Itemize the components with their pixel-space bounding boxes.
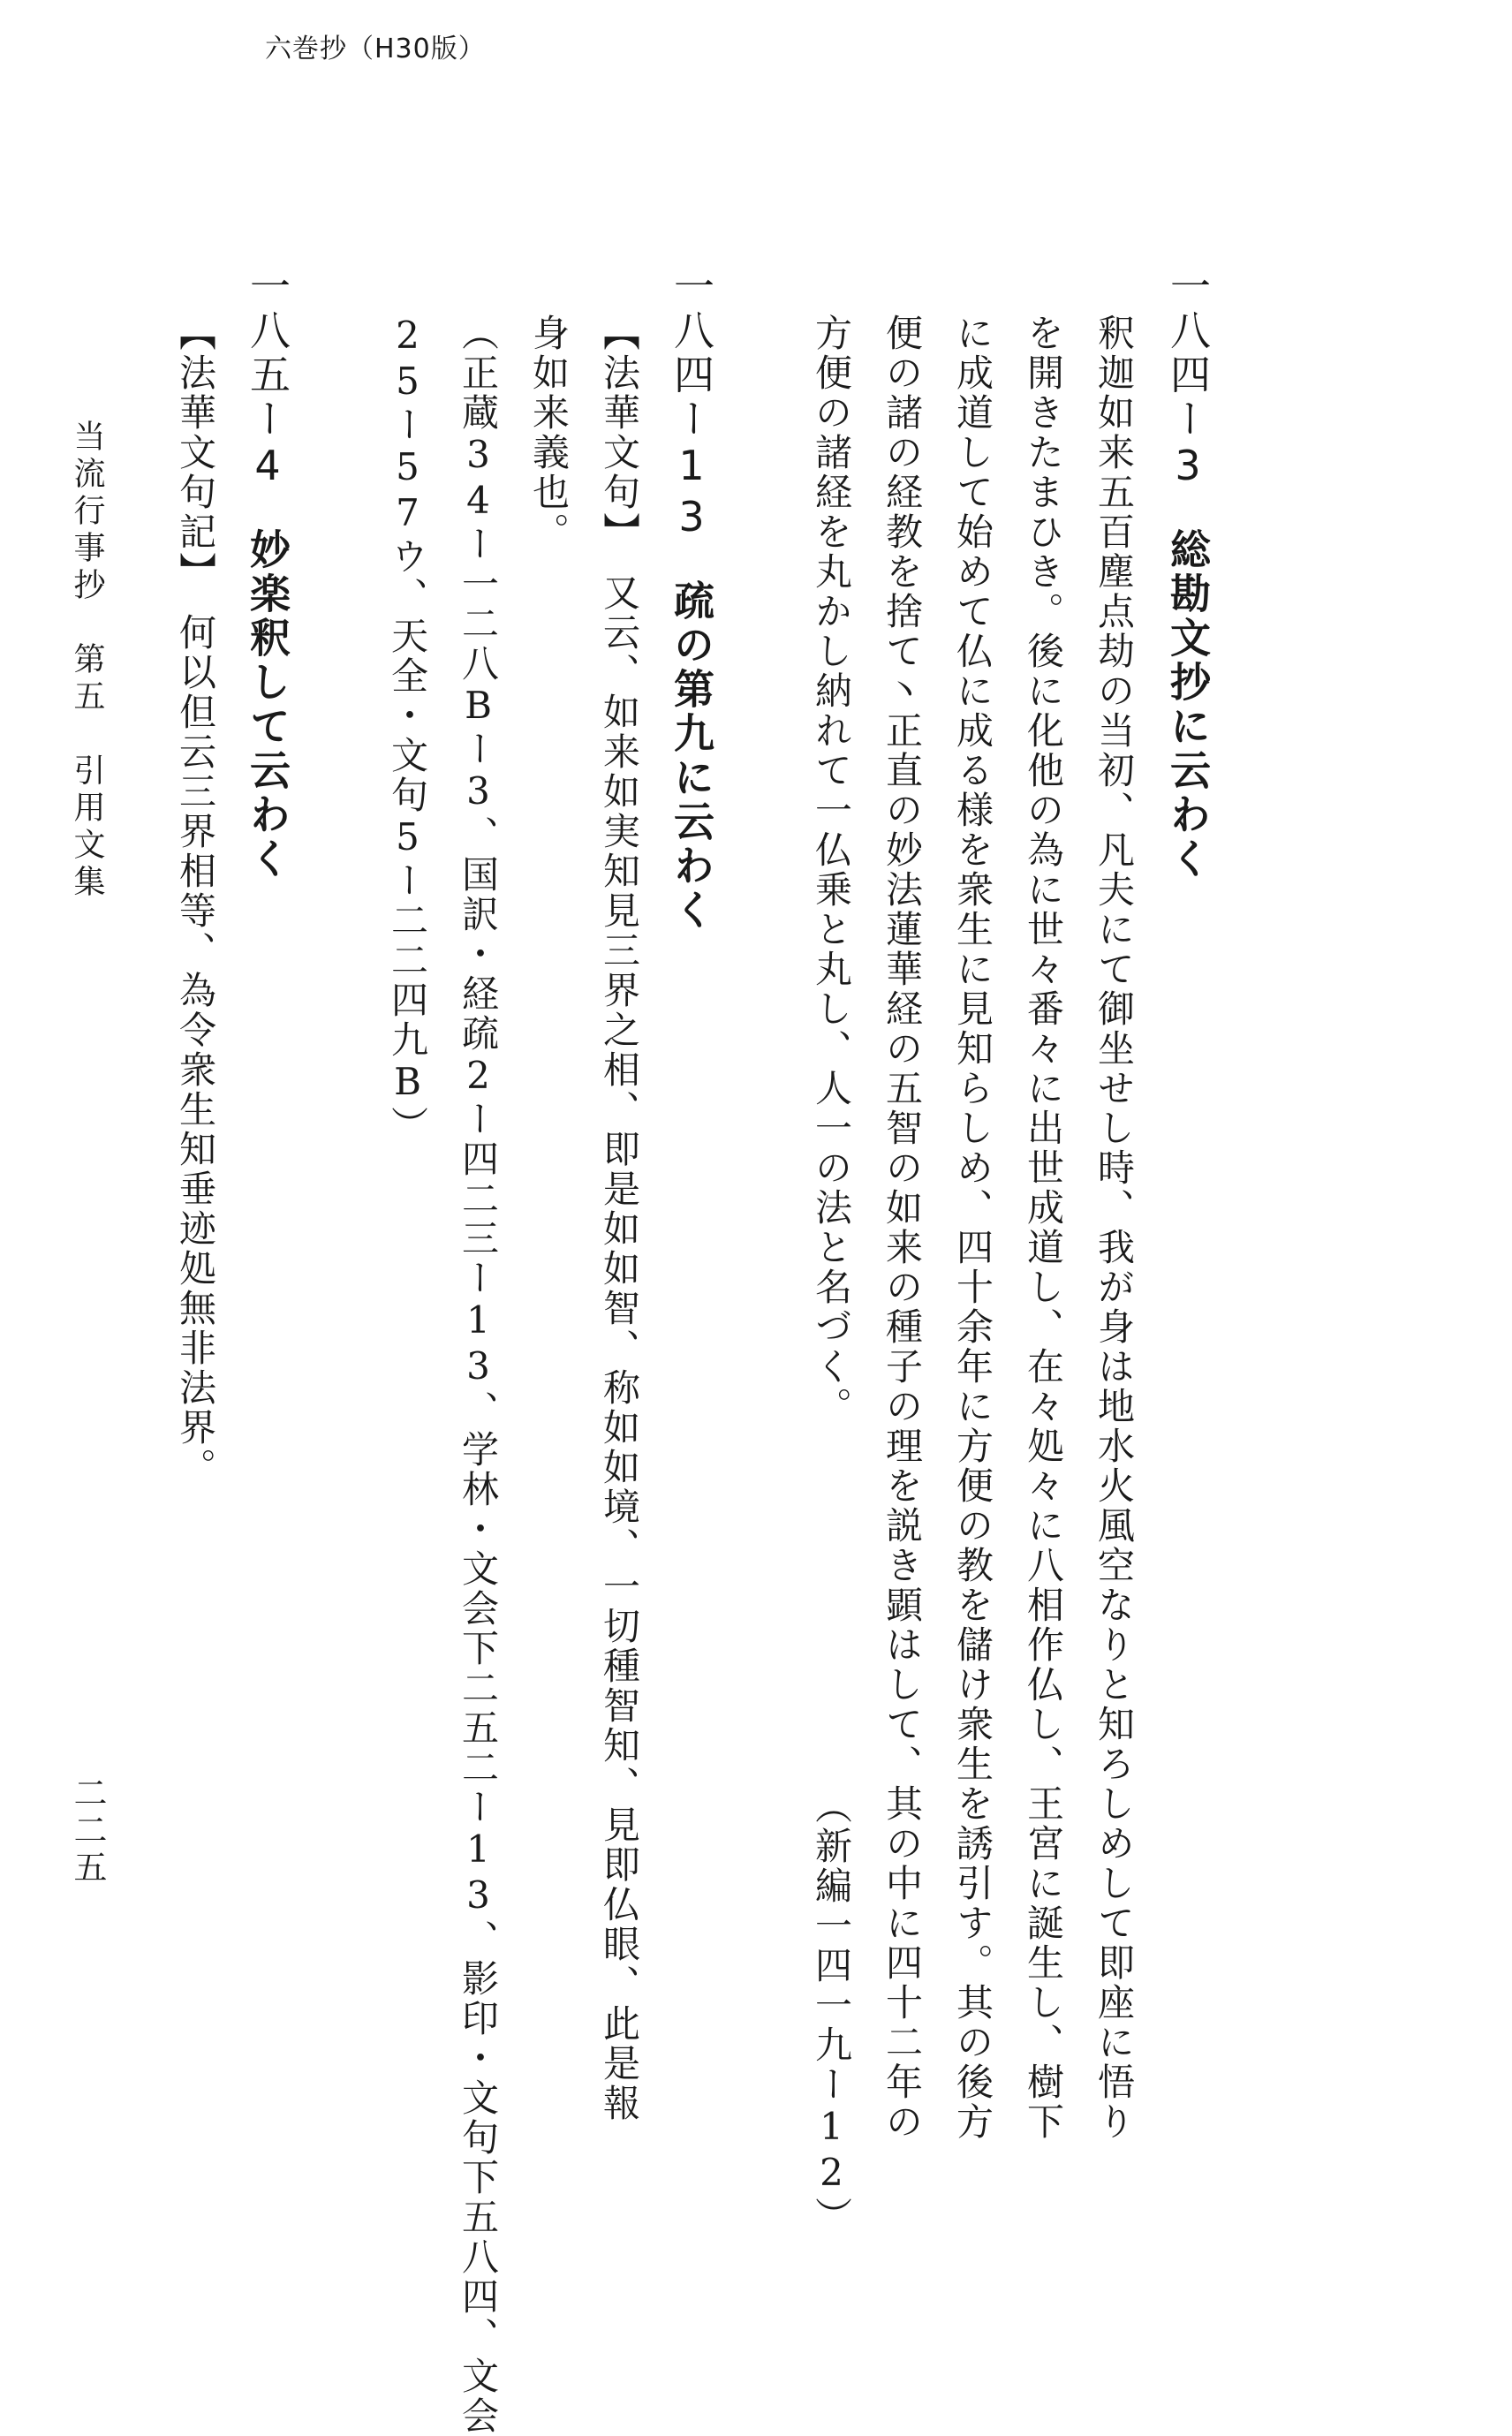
section2-line-4: 25ー57ウ、天全・文句5ー二二四九B） — [386, 314, 429, 1146]
section1-line-3: に成道して始めて仏に成る様を衆生に見知らしめ、四十余年に方便の教を儲け衆生を誘引す。其の後方 — [951, 314, 994, 2142]
section3-heading-num: 一八五ー4 — [244, 265, 291, 493]
section3-heading — [244, 265, 291, 881]
section3-line-1: 【法華文句記】 何以但云三界相等、為令衆生知垂迹処無非法界。 — [174, 314, 217, 1487]
section2-line-3: （正蔵34ー一二八Bー3、国訳・経疏2ー四二三ー13、学林・文会下二五二ー13、影印・文句下五八四、文会 — [457, 314, 500, 2436]
section1-line-4: 便の諸の経教を捨て丶正直の妙法蓮華経の五智の如来の種子の理を説き顕はして、其の中に四十二年の — [881, 314, 924, 2142]
page-number: 二二五 — [68, 1775, 107, 1887]
section1-heading-text: 総勘文抄に云わく — [1164, 528, 1212, 881]
section3-heading-text: 妙楽釈して云わく — [244, 528, 291, 881]
footer-book-title: 当流行事抄 第五 引用文集 — [69, 420, 105, 902]
section2-heading-num: 一八四ー13 — [668, 265, 715, 544]
section1-line-2: を開きたまひき。後に化他の為に世々番々に出世成道し、在々処々に八相作仏し、王宮に誕生し、樹下 — [1022, 314, 1065, 2142]
section2-line-2: 身如来義也。 — [527, 314, 571, 552]
running-header: 六巻抄（H30版） — [265, 34, 486, 64]
section1-heading-num: 一八四ー3 — [1164, 265, 1212, 493]
section2-heading-text: 疏の第九に云わく — [668, 579, 715, 933]
section2-line-1: 【法華文句】 又云、如来如実知見三界之相、即是如如智、称如如境、一切種智知、見即仏眼、此是報 — [598, 314, 641, 2123]
section1-heading — [1164, 265, 1212, 881]
section1-line-5: 方便の諸経を丸かし納れて一仏乗と丸し、人一の法と名づく。 （新編一四一九ー12） — [810, 314, 853, 2236]
section2-heading — [668, 265, 715, 933]
section1-line-1: 釈迦如来五百塵点劫の当初、凡夫にて御坐せし時、我が身は地水火風空なりと知ろしめして即座に悟り — [1092, 314, 1136, 2142]
